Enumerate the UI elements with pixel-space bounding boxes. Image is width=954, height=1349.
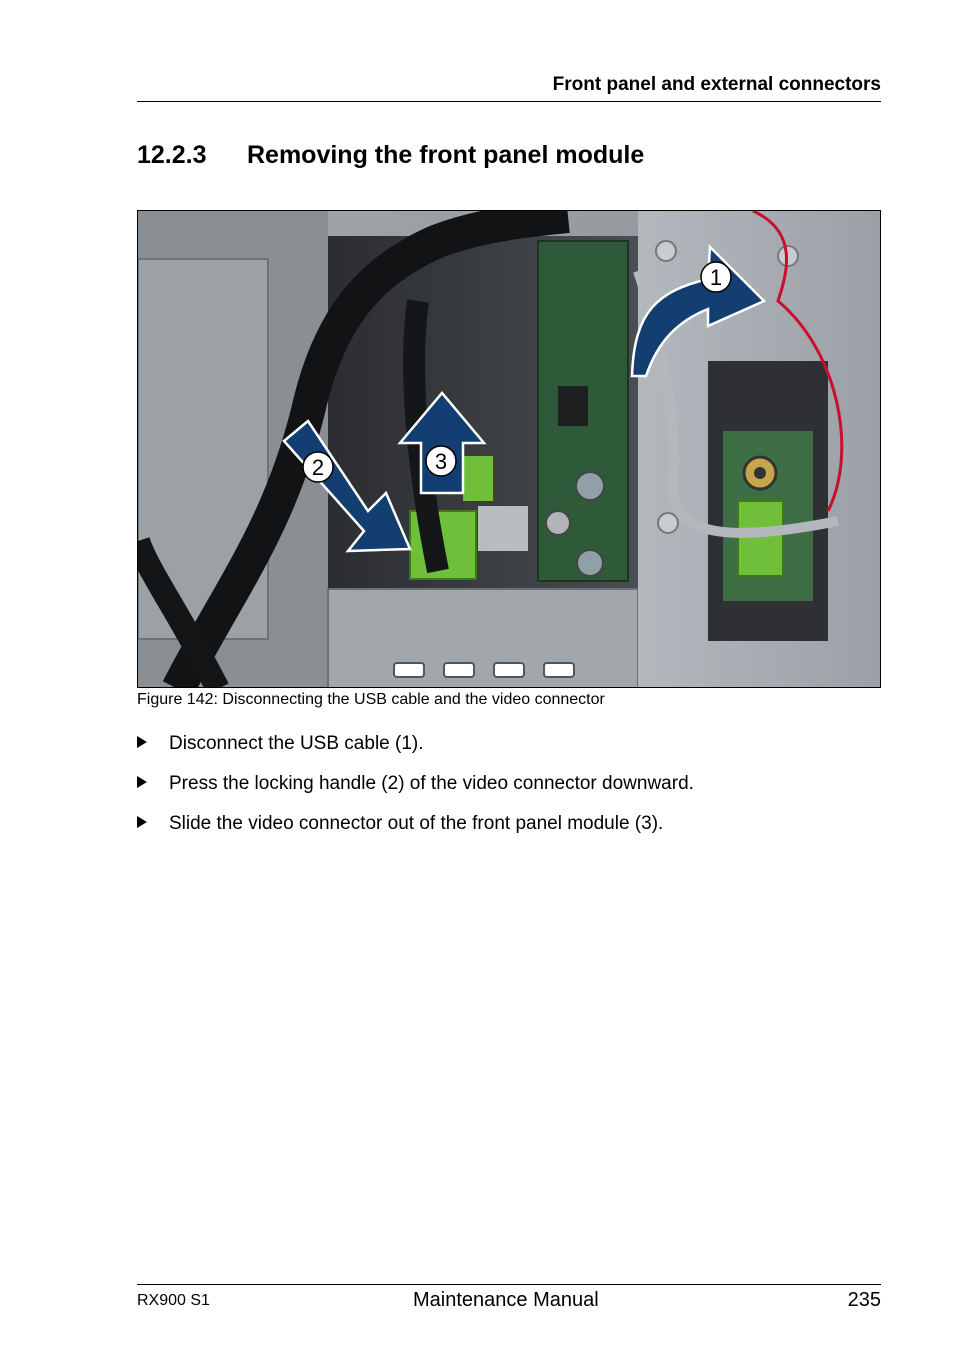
running-header: Front panel and external connectors [552, 74, 881, 95]
footer-rule [137, 1284, 881, 1285]
section-heading [137, 138, 644, 172]
section-title: Removing the front panel module [247, 141, 645, 169]
callout-2 [303, 452, 333, 482]
hardware-photo-illustration [138, 211, 881, 688]
footer-manual-title: Maintenance Manual [413, 1289, 599, 1311]
step-text: Press the locking handle (2) of the video connector downward. [169, 773, 694, 794]
callout-3 [426, 446, 456, 476]
triangle-bullet-icon [137, 776, 147, 788]
triangle-bullet-icon [137, 736, 147, 748]
header-rule [137, 101, 881, 102]
triangle-bullet-icon [137, 816, 147, 828]
section-number: 12.2.3 [137, 141, 207, 169]
svg-text:1: 1 [709, 265, 723, 290]
step-text: Disconnect the USB cable (1). [169, 733, 424, 754]
callout-1 [701, 262, 731, 292]
svg-text:3: 3 [434, 449, 448, 474]
svg-text:2: 2 [311, 455, 325, 480]
step-text: Slide the video connector out of the front panel module (3). [169, 813, 664, 834]
figure-caption: Figure 142: Disconnecting the USB cable and the video connector [137, 691, 605, 708]
figure-photo [137, 210, 881, 688]
footer-product: RX900 S1 [137, 1292, 210, 1309]
page-number: 235 [847, 1289, 881, 1311]
